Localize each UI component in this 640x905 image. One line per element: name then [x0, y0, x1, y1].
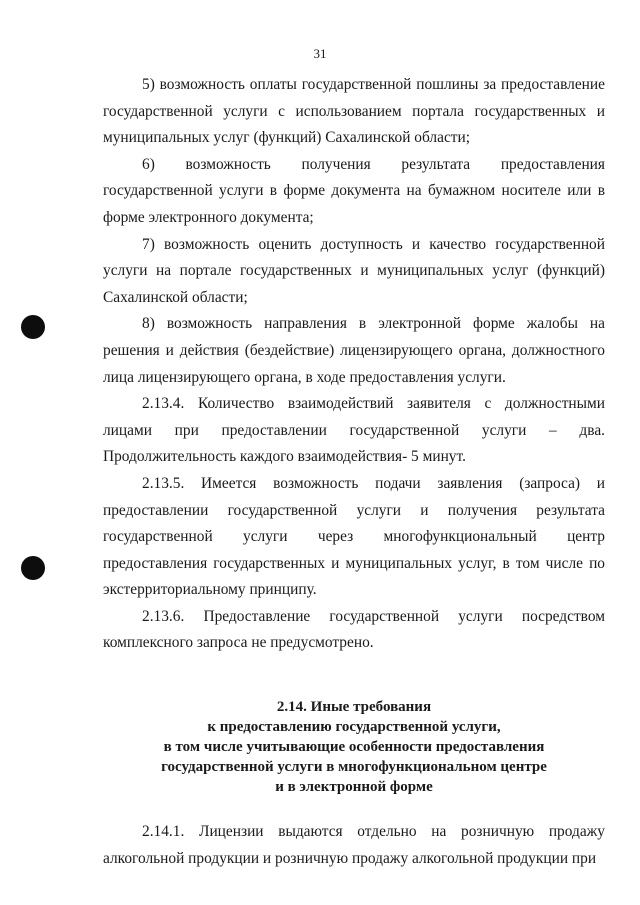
section-heading-line: государственной услуги в многофункциональном центре	[161, 759, 547, 776]
section-heading-line: 2.14. Иные требования	[276, 699, 432, 716]
section-heading-line: в том числе учитывающие особенности предоставления	[163, 739, 545, 756]
section-heading-line: к предоставлению государственной услуги,	[207, 719, 501, 736]
paragraph: 8) возможность направления в электронной форме жалобы на решения и действия (бездействие) лицензирующего органа, должностного лица лицензирующего органа, в ходе предоставления услуги.	[103, 315, 605, 386]
paragraph: 7) возможность оценить доступность и качество государственной услуги на портале государственных и муниципальных услуг (функций) Сахалинской области;	[103, 235, 605, 306]
punch-hole	[21, 556, 45, 580]
document-body	[103, 72, 605, 872]
paragraph: 2.13.5. Имеется возможность подачи заявления (запроса) и предоставлении государственной услуги и получения результата государственной услуги через многофункциональный центр предоставления государственных и муниципальных услуг, в том числе по экстерриториальному принципу.	[103, 474, 605, 599]
paragraph: 2.13.6. Предоставление государственной услуги посредством комплексного запроса не предусмотрено.	[103, 607, 605, 652]
paragraph: 2.13.4. Количество взаимодействий заявителя с должностными лицами при предоставлении государственной услуги – два. Продолжительность каждого взаимодействия- 5 минут.	[103, 395, 605, 466]
section-heading-line: и в электронной форме	[275, 779, 433, 796]
paragraph: 5) возможность оплаты государственной пошлины за предоставление государственной услуги с использованием портала государственных и муниципальных услуг (функций) Сахалинской области;	[103, 76, 605, 147]
paragraph: 6) возможность получения результата предоставления государственной услуги в форме документа на бумажном носителе или в форме электронного документа;	[103, 155, 605, 226]
section-heading	[103, 697, 605, 797]
page-number: 31	[313, 46, 327, 61]
paragraph: 2.14.1. Лицензии выдаются отдельно на розничную продажу алкогольной продукции и розничную продажу алкогольной продукции при	[103, 823, 605, 867]
punch-hole	[21, 315, 45, 339]
